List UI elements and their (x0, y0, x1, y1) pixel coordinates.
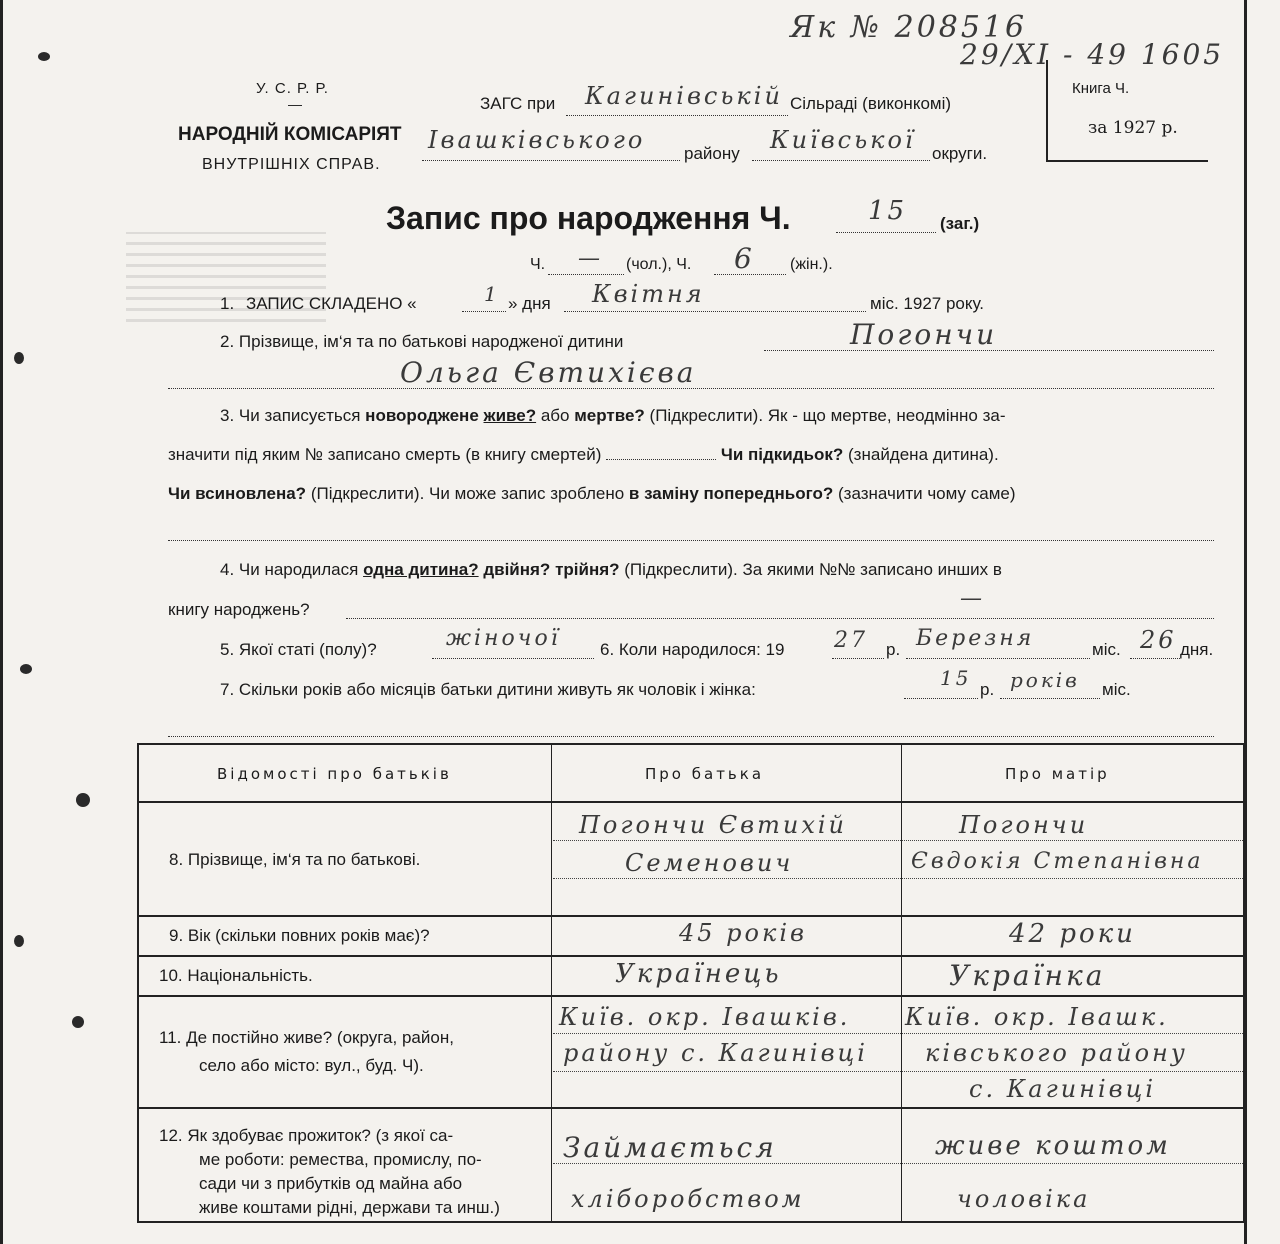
field5-line (432, 658, 594, 659)
field3-dead: мертве? (574, 406, 645, 425)
field6-year-value: 27 (834, 628, 868, 653)
row9-mother: 42 роки (1009, 919, 1136, 949)
field1-day-line (462, 311, 506, 312)
row12-label-line2: ме роботи: ремества, промислу, по- (199, 1150, 482, 1169)
field4-question-b: (Підкреслити). За якими №№ записано инших в (624, 560, 1002, 579)
row12-mother-line2: чоловіка (957, 1185, 1091, 1213)
field3-newborn: новороджене (365, 406, 479, 425)
field3-replacement-question: (Підкреслити). Чи може запис зроблено (310, 484, 625, 503)
raion-value: Івашківського (428, 126, 646, 154)
record-number-line (836, 232, 936, 233)
field6-month-line (906, 658, 1090, 659)
row11-label-line1: 11. Де постійно живе? (округа, район, (159, 1028, 454, 1047)
field7-answer-line (168, 736, 1214, 737)
field7-months-suffix: міс. (1102, 680, 1131, 699)
punch-hole (72, 1016, 84, 1028)
table-header-father: Про батька (645, 765, 765, 783)
okrug-line (752, 160, 930, 161)
punch-hole (20, 664, 32, 674)
writing-line (553, 878, 1243, 879)
row9-father: 45 років (679, 919, 807, 947)
row10-father: Українець (615, 959, 782, 989)
punch-hole (14, 935, 24, 947)
row8-mother-line1: Погончи (959, 811, 1089, 839)
field1-day-suffix: » дня (508, 294, 551, 313)
row8-mother-line2: Євдокія Степанівна (911, 849, 1204, 874)
male-count-suffix: (чол.), Ч. (626, 256, 692, 273)
header-dash: — (288, 96, 302, 112)
punch-hole (76, 793, 90, 807)
row12-mother-line1: живе коштом (935, 1131, 1171, 1161)
row11-mother-line2: ківського району (925, 1039, 1188, 1067)
punch-hole (38, 52, 50, 61)
row12-label-line3: сади чи з прибутків од майна або (199, 1174, 463, 1193)
zags-village-line (566, 115, 788, 116)
row-border (139, 955, 1243, 957)
field3-line1 (220, 406, 1006, 426)
book-label: Книга Ч. (1072, 80, 1130, 97)
writing-line (553, 840, 1243, 841)
department-label: ВНУТРІШНІХ СПРАВ. (202, 156, 381, 173)
zags-village-value: Кагинівській (585, 82, 783, 110)
field4-question-a: 4. Чи народилася (220, 560, 359, 579)
commissariat-title: НАРОДНІЙ КОМІСАРІЯТ (178, 124, 402, 145)
archive-note-line1: Як № 208516 (790, 10, 1028, 45)
field7-years-value: 15 (940, 666, 972, 690)
male-count-line (548, 274, 624, 275)
male-count-value: — (578, 246, 603, 271)
field3-death-ref: значити під яким № записано смерть (в книгу смертей) (168, 445, 602, 464)
row10-mother: Українка (949, 959, 1106, 992)
row8-label: 8. Прізвище, ім‘я та по батькові. (169, 850, 421, 869)
field6-month-suffix: міс. (1092, 640, 1121, 659)
raion-line (422, 160, 680, 161)
field1-month-line (564, 311, 866, 312)
field7-label: 7. Скільки років або місяців батьки дитини живуть як чоловік і жінка: (220, 680, 756, 699)
field1-month-value: Квітня (592, 280, 705, 308)
field2-name-line (168, 388, 1214, 389)
row-border (139, 995, 1243, 997)
field2-surname-line (764, 350, 1214, 351)
record-title: Запис про народження Ч. (386, 200, 791, 236)
punch-hole (14, 352, 24, 364)
column-divider (551, 745, 552, 1221)
field4-line2: книгу народжень? (168, 600, 310, 619)
okrug-label: округи. (932, 144, 988, 163)
field6-month-value: Березня (916, 626, 1035, 651)
row11-mother-line1: Київ. окр. Івашк. (905, 1003, 1169, 1031)
row11-label-line2: село або місто: вул., буд. Ч). (199, 1056, 424, 1075)
row12-label-line1: 12. Як здобуває прожиток? (з якої са- (159, 1126, 454, 1145)
field3-alive: живе? (483, 406, 537, 425)
record-suffix: (заг.) (940, 214, 980, 233)
writing-line (553, 1071, 1243, 1072)
row12-father-line2: хліборобством (571, 1185, 805, 1213)
field1-day-value: 1 (484, 282, 500, 306)
zags-prefix: ЗАГС при (480, 94, 556, 113)
book-year: за 1927 р. (1088, 118, 1178, 138)
female-count-line (714, 274, 786, 275)
field3-answer-line (168, 540, 1214, 541)
field5-label: 5. Якої статі (полу)? (220, 640, 377, 659)
row10-label: 10. Національність. (159, 966, 313, 985)
field3-replacement: в заміну попереднього? (628, 484, 834, 503)
field3-line3 (168, 484, 1016, 504)
field6-day-line (1130, 658, 1180, 659)
table-header-info: Відомості про батьків (217, 765, 452, 783)
field1-tail: міс. 1927 року. (870, 294, 985, 313)
row11-father-line2: району с. Кагинівці (563, 1039, 868, 1067)
field5-value: жіночої (446, 626, 561, 651)
field3-or: або (540, 406, 570, 425)
field6-year-line (832, 658, 884, 659)
left-page-edge (0, 0, 3, 1244)
field4-one-child: одна дитина? (363, 560, 479, 579)
field2-name-value: Ольга Євтихієва (400, 356, 697, 389)
archive-note-line2: 29/XI - 49 1605 (960, 38, 1225, 71)
row12-father-line1: Займається (563, 1131, 777, 1164)
field3-replacement-note: (зазначити чому саме) (837, 484, 1016, 503)
field7-years-line (904, 698, 978, 699)
field2-surname-value: Погончи (850, 318, 998, 351)
ussr-label: У. С. Р. Р. (256, 80, 329, 97)
field7-months-line (1000, 698, 1100, 699)
field4-answer-line (346, 618, 1214, 619)
female-count-value: 6 (734, 242, 755, 275)
field3-adopted: Чи всиновлена? (168, 484, 307, 503)
book-number-box (1046, 60, 1208, 162)
field4-line1 (220, 560, 1002, 580)
row8-father-line1: Погончи Євтихій (579, 811, 847, 839)
column-divider (901, 745, 902, 1221)
field3-question-b: (Підкреслити). Як - що мертве, неодмінно за- (649, 406, 1006, 425)
row11-father-line1: Київ. окр. Івашків. (559, 1003, 851, 1031)
row12-label-line4: живе коштами рідні, держави та инш.) (199, 1198, 500, 1217)
row-border (139, 1107, 1243, 1109)
field7-years-suffix: р. (980, 680, 995, 699)
field7-note: років (1010, 668, 1080, 692)
field1-label: ЗАПИС СКЛАДЕНО « (246, 294, 417, 313)
male-count-prefix: Ч. (530, 256, 546, 273)
okrug-value: Київської (770, 126, 916, 154)
field6-day-value: 26 (1140, 626, 1177, 654)
field6-label: 6. Коли народилося: 19 (600, 640, 785, 659)
female-count-suffix: (жін.). (790, 256, 833, 273)
record-number: 15 (868, 196, 908, 226)
row11-mother-line3: с. Кагинівці (969, 1075, 1157, 1103)
field3-question-a: 3. Чи записується (220, 406, 361, 425)
council-label: Сільраді (виконкомі) (790, 94, 952, 113)
field3-foundling-note: (знайдена дитина). (848, 445, 999, 464)
field1-num: 1. (220, 294, 235, 313)
row-border (139, 915, 1243, 917)
table-header-mother: Про матір (1005, 765, 1110, 783)
field4-answer-value: — (960, 586, 985, 611)
field6-day-suffix: дня. (1180, 640, 1214, 659)
field4-triplets: трійня? (555, 560, 620, 579)
field3-foundling: Чи підкидьок? (720, 445, 844, 464)
field4-twins: двійня? (483, 560, 551, 579)
writing-line (553, 1033, 1243, 1034)
field6-year-suffix: р. (886, 640, 901, 659)
field3-line2 (168, 445, 999, 465)
raion-label: району (684, 144, 740, 163)
header-row-border (139, 801, 1243, 803)
row9-label: 9. Вік (скільки повних років має)? (169, 926, 430, 945)
field2-label: 2. Прізвище, ім‘я та по батькові народженої дитини (220, 332, 624, 351)
parents-info-table (137, 743, 1245, 1223)
row8-father-line2: Семенович (625, 849, 794, 877)
